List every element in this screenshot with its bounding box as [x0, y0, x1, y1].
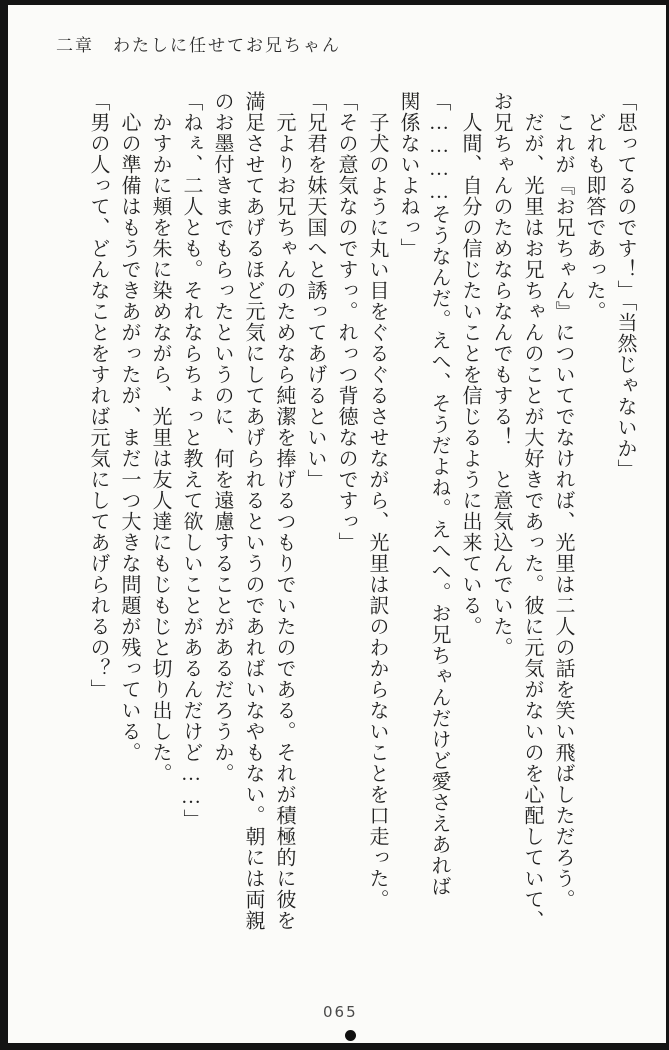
- text-line: 人間、自分の信じたいことを信じるように出来ている。: [459, 91, 481, 637]
- text-line: のお墨付きまでもらったというのに、何を遠慮することがあるだろうか。: [211, 91, 233, 784]
- text-line: これが『お兄ちゃん』についてでなければ、光里は二人の話を笑い飛ばしただろう。: [552, 91, 574, 910]
- body-text: [82, 91, 640, 1015]
- text-line: 子犬のように丸い目をぐるぐるさせながら、光里は訳のわからないことを口走った。: [366, 91, 388, 910]
- text-line: どれも即答であった。: [583, 91, 605, 322]
- text-line: 関係ないよねっ」: [397, 91, 419, 259]
- text-line: 「兄君を妹天国へと誘ってあげるといい」: [304, 91, 326, 490]
- text-line: 「思ってるのです！」「当然じゃないか」: [614, 91, 636, 480]
- text-line: かすかに頬を朱に染めながら、光里は友人達にもじもじと切り出した。: [149, 91, 171, 784]
- text-line: 元よりお兄ちゃんのためなら純潔を捧げるつもりでいたのである。それが積極的に彼を: [273, 91, 295, 931]
- text-line: 満足させてあげるほど元気にしてあげられるというのであればいなやもない。朝には両親: [242, 91, 264, 931]
- text-line: 心の準備はもうできあがったが、まだ一つ大きな問題が残っている。: [118, 91, 140, 763]
- text-line: 「…………そうなんだ。えへ、そうだよね。えへへ。お兄ちゃんだけど愛さえあれば: [428, 91, 450, 897]
- text-line: お兄ちゃんのためならなんでもする！ と意気込んでいた。: [490, 91, 512, 658]
- text-line: 「その意気なのですっ。れっつ背徳なのですっ」: [335, 91, 357, 553]
- binding-dot-icon: [345, 1030, 356, 1041]
- text-line: だが、光里はお兄ちゃんのことが大好きであった。彼に元気がないのを心配していて、: [521, 91, 543, 931]
- chapter-header: 二章 わたしに任せてお兄ちゃん: [56, 36, 341, 55]
- text-line: 「ねぇ、二人とも。それならちょっと教えて欲しいことがあるんだけど……」: [180, 91, 202, 830]
- page-number: 065: [323, 1003, 358, 1021]
- text-line: 「男の人って、どんなことをすれば元気にしてあげられるの？」: [87, 91, 109, 700]
